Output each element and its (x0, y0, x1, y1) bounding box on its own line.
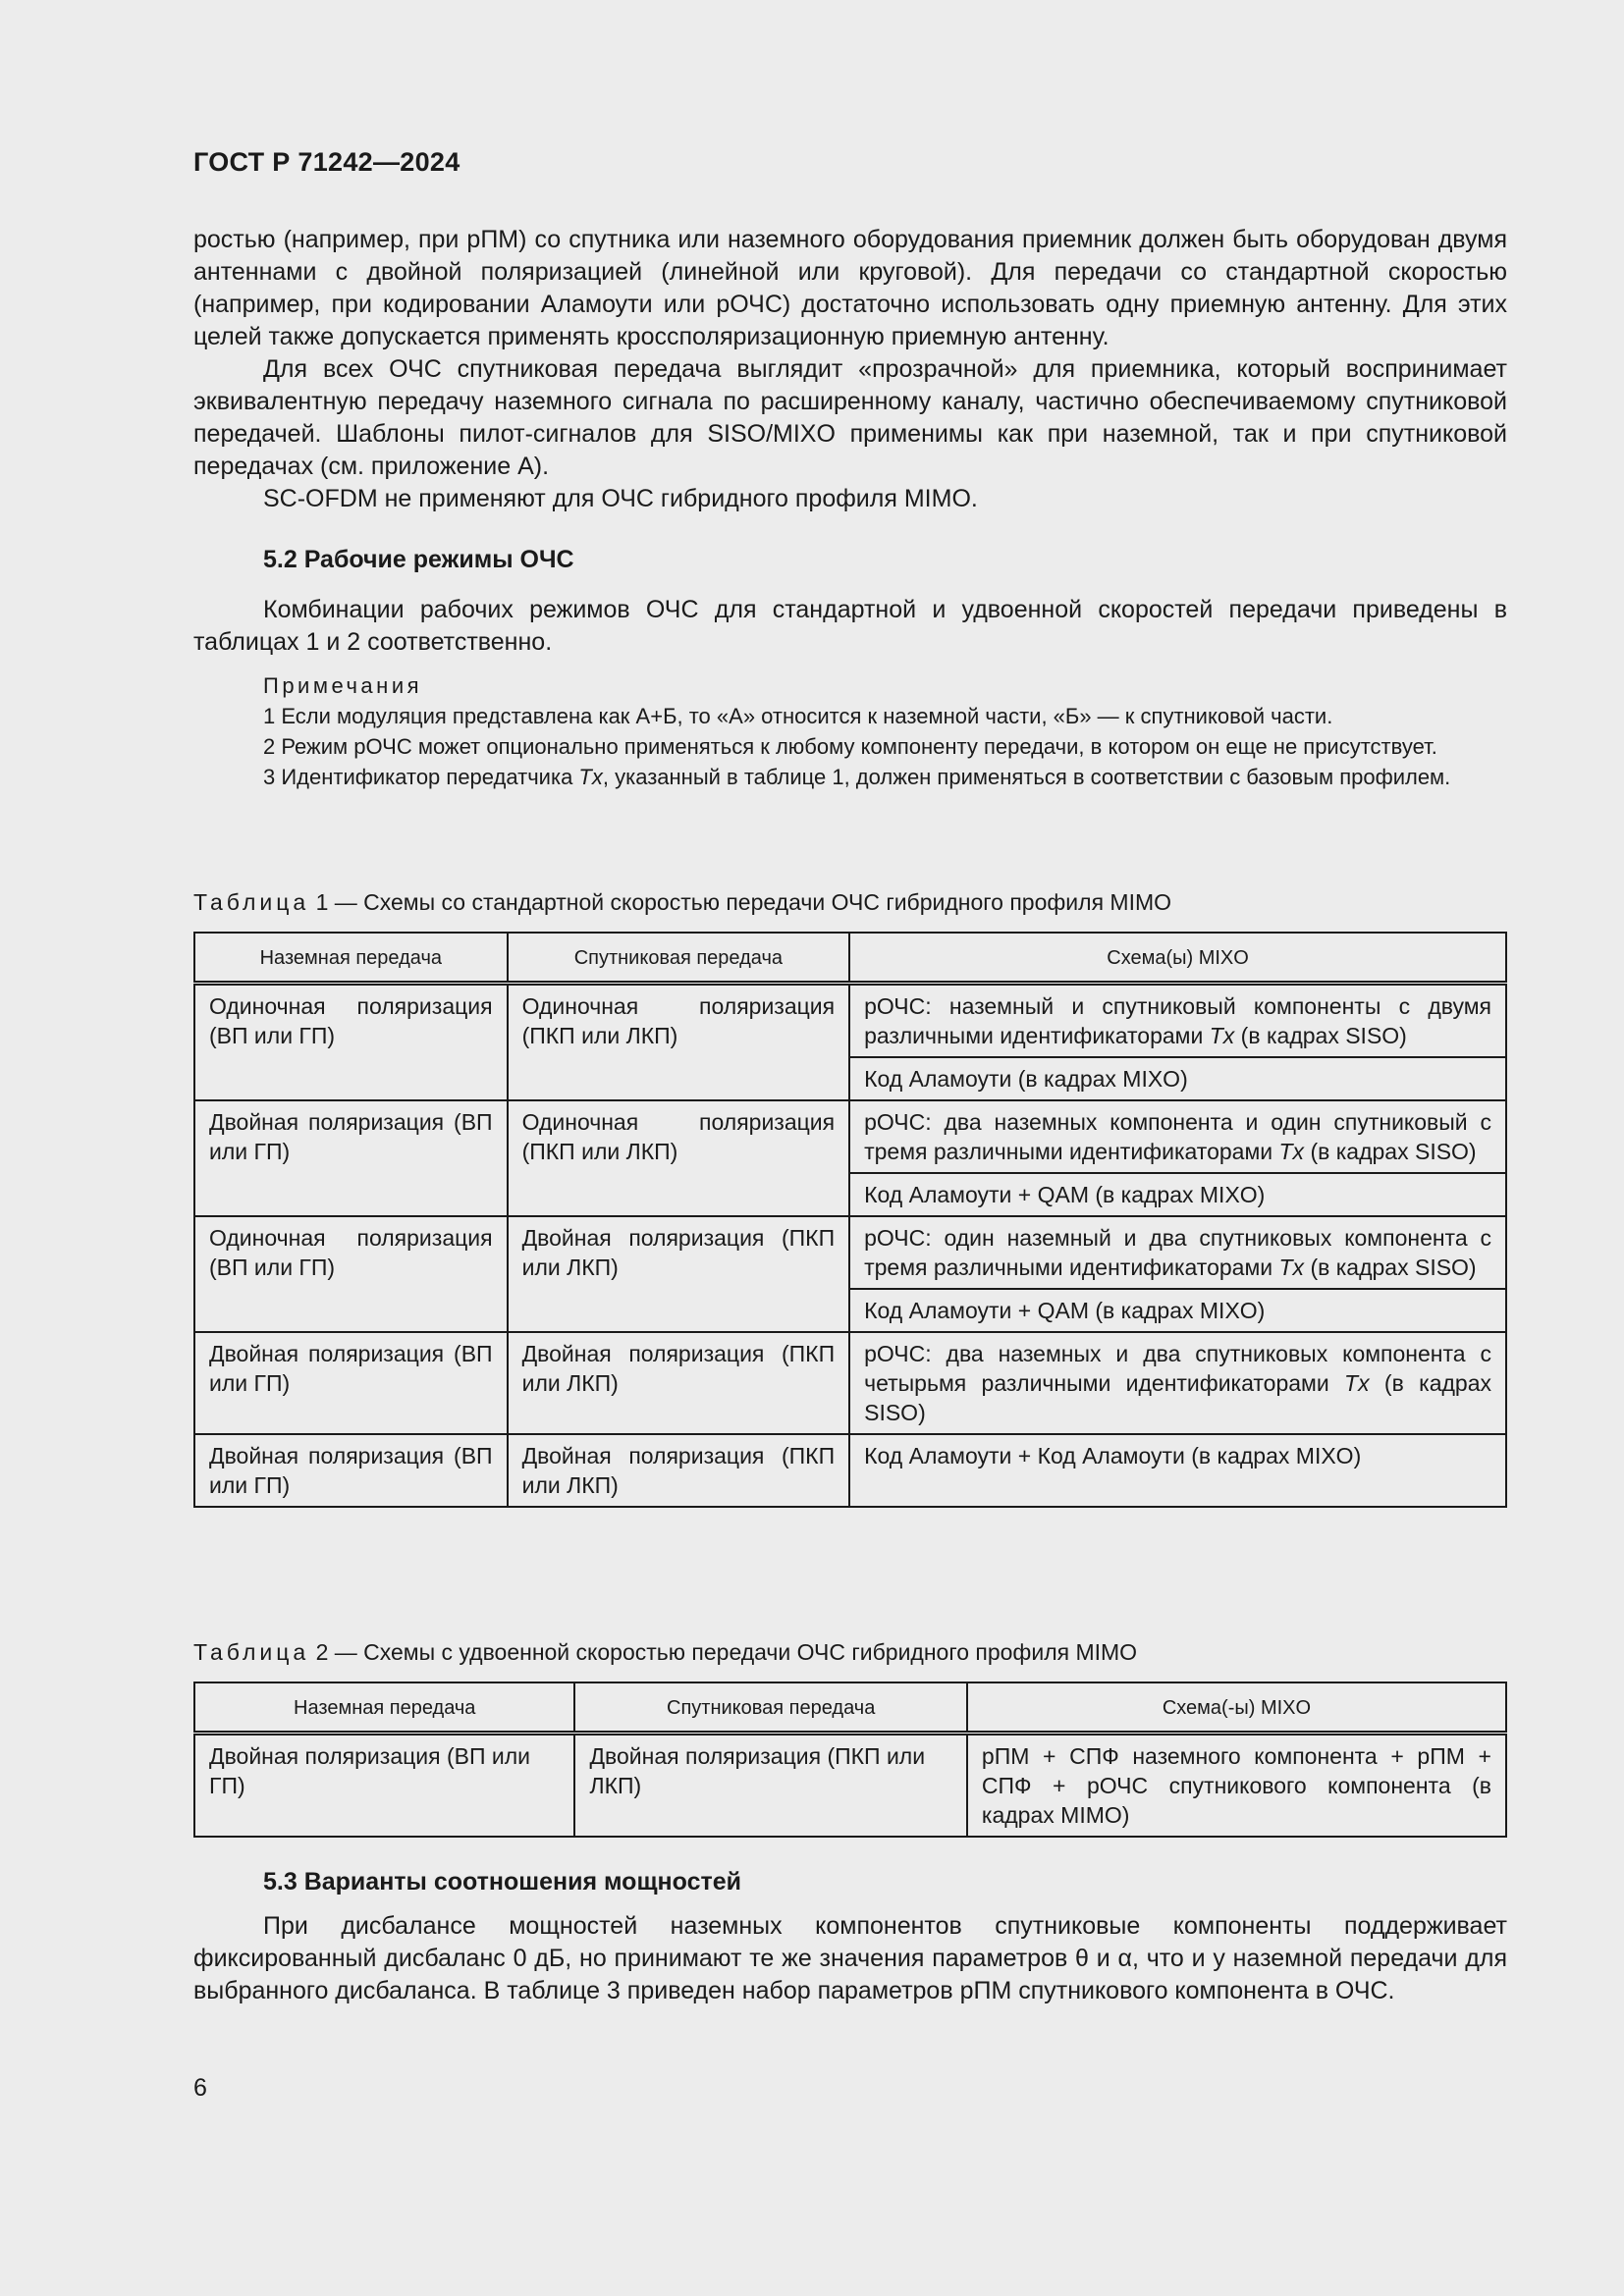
section-5-3-heading: 5.3 Варианты соотношения мощностей (263, 1868, 742, 1896)
document-header: ГОСТ Р 71242—2024 (193, 147, 460, 177)
table-cell: Одиночная поляризация (ПКП или ЛКП) (508, 1100, 850, 1216)
table-cell: Двойная поляризация (ВП или ГП) (194, 1734, 574, 1838)
table-cell: Код Аламоути + QAM (в кадрах MIXO) (849, 1173, 1506, 1216)
table-cell: Двойная поляризация (ПКП или ЛКП) (508, 1434, 850, 1507)
table-cell: рОЧС: наземный и спутниковый компоненты с двумя различными идентификаторами Tx (в кадрах SISO) (849, 984, 1506, 1058)
table-cell: Одиночная поляризация (ПКП или ЛКП) (508, 984, 850, 1101)
table-cell: Код Аламоути + Код Аламоути (в кадрах MIXO) (849, 1434, 1506, 1507)
table-cell: Двойная поляризация (ПКП или ЛКП) (508, 1216, 850, 1332)
table-cell: Двойная поляризация (ВП или ГП) (194, 1434, 508, 1507)
table-cell: Одиночная поляризация (ВП или ГП) (194, 984, 508, 1101)
table-row (194, 984, 1506, 1058)
table-row (194, 1100, 1506, 1173)
table-cell: Двойная поляризация (ВП или ГП) (194, 1100, 508, 1216)
table-2 (193, 1682, 1507, 1838)
column-header: Наземная передача (194, 933, 508, 984)
table-row (194, 1434, 1506, 1507)
table-1-caption: Таблица 1 — Схемы со стандартной скоростью передачи ОЧС гибридного профиля MIMO (193, 889, 1172, 915)
note-2: 2 Режим рОЧС может опционально применяться к любому компоненту передачи, в котором он еще не присутствует. (263, 734, 1437, 759)
column-header: Спутниковая передача (508, 933, 850, 984)
column-header: Схема(-ы) MIXO (967, 1682, 1506, 1734)
table-cell: Одиночная поляризация (ВП или ГП) (194, 1216, 508, 1332)
table-row (194, 1734, 1506, 1838)
table-row (194, 1332, 1506, 1434)
intro-paragraph-2: Для всех ОЧС спутниковая передача выглядит «прозрачной» для приемника, который воспринимает эквивалентную передачу наземного сигнала по расширенному каналу, частично обеспечиваемому спутниковой передачей. Шаблоны пилот-сигналов для SISO/MIXO применимы как при наземной, так и при спутниковой передачах (см. приложение А). (193, 355, 1507, 480)
table-cell: Код Аламоути + QAM (в кадрах MIXO) (849, 1289, 1506, 1332)
page-number: 6 (193, 2074, 207, 2102)
table-cell: Код Аламоути (в кадрах MIXO) (849, 1057, 1506, 1100)
intro-text (193, 224, 1507, 515)
note-1: 1 Если модуляция представлена как А+Б, то «А» относится к наземной части, «Б» — к спутниковой части. (263, 704, 1333, 728)
table-header-row (194, 1682, 1506, 1734)
table-cell: рОЧС: один наземный и два спутниковых компонента с тремя различными идентификаторами Tx (в кадрах SISO) (849, 1216, 1506, 1289)
table-cell: рОЧС: два наземных компонента и один спутниковый с тремя различными идентификаторами Tx (в кадрах SISO) (849, 1100, 1506, 1173)
column-header: Спутниковая передача (574, 1682, 966, 1734)
notes-title: Примечания (263, 673, 423, 698)
table-2-caption: Таблица 2 — Схемы с удвоенной скоростью передачи ОЧС гибридного профиля MIMO (193, 1639, 1138, 1665)
section-5-2-heading: 5.2 Рабочие режимы ОЧС (263, 546, 574, 573)
section-5-2-text: Комбинации рабочих режимов ОЧС для стандартной и удвоенной скоростей передачи приведены в таблицах 1 и 2 соответственно. (193, 596, 1507, 656)
table-cell: Двойная поляризация (ВП или ГП) (194, 1332, 508, 1434)
column-header: Схема(ы) MIXO (849, 933, 1506, 984)
table-cell: Двойная поляризация (ПКП или ЛКП) (508, 1332, 850, 1434)
table-header-row (194, 933, 1506, 984)
intro-paragraph-3: SC-OFDM не применяют для ОЧС гибридного профиля MIMO. (263, 485, 978, 512)
section-5-3-text: При дисбалансе мощностей наземных компонентов спутниковые компоненты поддерживает фиксированный дисбаланс 0 дБ, но принимают те же значения параметров θ и α, что и у наземной передачи для выбранного дисбаланса. В таблице 3 приведен набор параметров рПМ спутникового компонента в ОЧС. (193, 1912, 1507, 2004)
table-cell: рПМ + СПФ наземного компонента + рПМ + СПФ + рОЧС спутникового компонента (в кадрах MIMO) (967, 1734, 1506, 1838)
column-header: Наземная передача (194, 1682, 574, 1734)
note-3: 3 Идентификатор передатчика Tx, указанный в таблице 1, должен применяться в соответствии с базовым профилем. (263, 765, 1451, 789)
table-cell: Двойная поляризация (ПКП или ЛКП) (574, 1734, 966, 1838)
table-cell: рОЧС: два наземных и два спутниковых компонента с четырьмя различными идентификаторами Tx (в кадрах SISO) (849, 1332, 1506, 1434)
table-1 (193, 932, 1507, 1508)
intro-paragraph-1: ростью (например, при рПМ) со спутника или наземного оборудования приемник должен быть оборудован двумя антеннами с двойной поляризацией (линейной или круговой). Для передачи со стандартной скоростью (например, при кодировании Аламоути или рОЧС) достаточно использовать одну приемную антенну. Для этих целей также допускается применять кроссполяризационную приемную антенну. (193, 226, 1507, 350)
table-row (194, 1216, 1506, 1289)
notes-block (193, 670, 1507, 792)
